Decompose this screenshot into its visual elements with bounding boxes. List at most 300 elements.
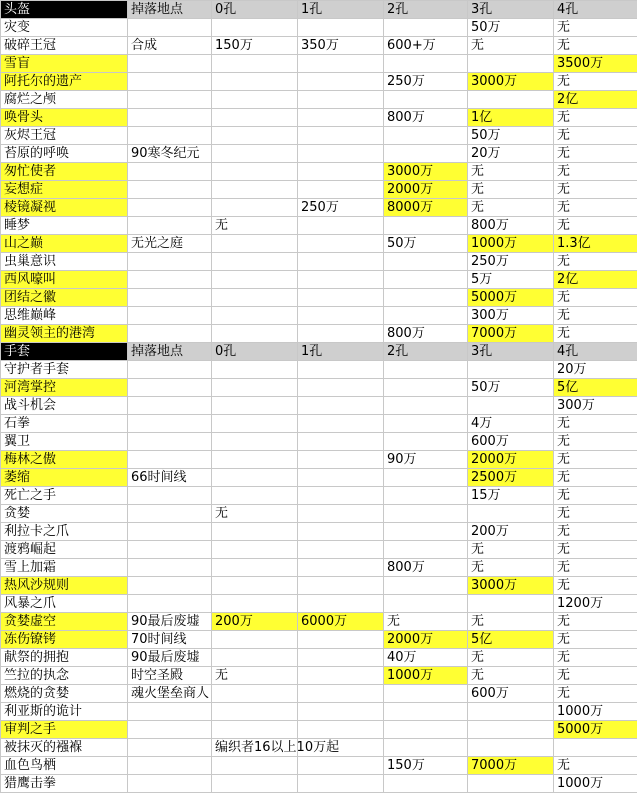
cell-socket-3 — [468, 703, 554, 721]
cell-socket-1 — [298, 91, 384, 109]
cell-socket-4: 无 — [554, 469, 637, 487]
cell-name: 妄想症 — [1, 181, 128, 199]
cell-name: 团结之徽 — [1, 289, 128, 307]
cell-socket-0 — [212, 757, 298, 775]
cell-socket-3: 5万 — [468, 271, 554, 289]
column-header-socket-2: 2孔 — [384, 343, 468, 361]
table-row — [1, 577, 637, 595]
table-row — [1, 451, 637, 469]
cell-drop-location — [128, 127, 212, 145]
cell-drop-location — [128, 433, 212, 451]
cell-name: 思维巅峰 — [1, 307, 128, 325]
cell-drop-location — [128, 325, 212, 343]
cell-socket-0: 无 — [212, 217, 298, 235]
table-row — [1, 469, 637, 487]
section-header-row — [1, 343, 637, 361]
cell-socket-4: 1.3亿 — [554, 235, 637, 253]
cell-socket-1 — [298, 271, 384, 289]
table-row — [1, 235, 637, 253]
cell-drop-location: 90最后废墟 — [128, 649, 212, 667]
table-row — [1, 505, 637, 523]
cell-socket-2 — [384, 505, 468, 523]
cell-socket-1 — [298, 163, 384, 181]
cell-socket-3 — [468, 505, 554, 523]
cell-socket-3: 7000万 — [468, 325, 554, 343]
cell-drop-location: 魂火堡垒商人 — [128, 685, 212, 703]
cell-name: 竺拉的执念 — [1, 667, 128, 685]
cell-socket-2 — [384, 217, 468, 235]
cell-socket-2 — [384, 271, 468, 289]
cell-socket-0 — [212, 523, 298, 541]
cell-socket-0: 无 — [212, 667, 298, 685]
cell-socket-4: 无 — [554, 163, 637, 181]
cell-socket-1 — [298, 127, 384, 145]
column-header-socket-4: 4孔 — [554, 1, 637, 19]
cell-socket-0 — [212, 649, 298, 667]
cell-socket-1 — [298, 235, 384, 253]
cell-socket-3: 无 — [468, 199, 554, 217]
table-row — [1, 541, 637, 559]
cell-drop-location — [128, 379, 212, 397]
cell-socket-1 — [298, 73, 384, 91]
cell-name: 死亡之手 — [1, 487, 128, 505]
cell-socket-0 — [212, 109, 298, 127]
cell-socket-1 — [298, 667, 384, 685]
cell-drop-location — [128, 721, 212, 739]
cell-socket-2 — [384, 289, 468, 307]
cell-drop-location: 无光之庭 — [128, 235, 212, 253]
cell-name: 守护者手套 — [1, 361, 128, 379]
cell-socket-0 — [212, 361, 298, 379]
cell-socket-2: 2000万 — [384, 631, 468, 649]
cell-socket-4: 无 — [554, 757, 637, 775]
cell-socket-4: 1000万 — [554, 775, 637, 793]
cell-socket-4: 无 — [554, 127, 637, 145]
cell-drop-location — [128, 181, 212, 199]
cell-name: 灰烬王冠 — [1, 127, 128, 145]
table-row — [1, 595, 637, 613]
cell-socket-4: 无 — [554, 541, 637, 559]
cell-socket-4: 无 — [554, 325, 637, 343]
cell-socket-0 — [212, 379, 298, 397]
table-row — [1, 73, 637, 91]
cell-socket-4: 无 — [554, 523, 637, 541]
cell-name: 血色鸟栖 — [1, 757, 128, 775]
cell-socket-1 — [298, 577, 384, 595]
cell-name: 河湾掌控 — [1, 379, 128, 397]
cell-drop-location — [128, 523, 212, 541]
cell-name: 雪盲 — [1, 55, 128, 73]
cell-socket-4: 无 — [554, 487, 637, 505]
cell-drop-location: 70时间线 — [128, 631, 212, 649]
cell-socket-3: 1亿 — [468, 109, 554, 127]
cell-socket-2 — [384, 703, 468, 721]
cell-name: 翼卫 — [1, 433, 128, 451]
cell-drop-location — [128, 559, 212, 577]
cell-socket-2: 50万 — [384, 235, 468, 253]
cell-socket-2 — [384, 487, 468, 505]
cell-socket-0 — [212, 451, 298, 469]
cell-socket-1: 250万 — [298, 199, 384, 217]
cell-socket-3: 800万 — [468, 217, 554, 235]
cell-socket-2: 40万 — [384, 649, 468, 667]
cell-socket-0 — [212, 469, 298, 487]
column-header-socket-4: 4孔 — [554, 343, 637, 361]
cell-socket-1 — [298, 379, 384, 397]
cell-socket-4: 5亿 — [554, 379, 637, 397]
cell-name: 唤骨头 — [1, 109, 128, 127]
cell-socket-2 — [384, 145, 468, 163]
cell-socket-2: 8000万 — [384, 199, 468, 217]
cell-name: 破碎王冠 — [1, 37, 128, 55]
cell-name: 梅林之傲 — [1, 451, 128, 469]
cell-socket-3: 1000万 — [468, 235, 554, 253]
cell-name: 西风嚎叫 — [1, 271, 128, 289]
cell-socket-4: 无 — [554, 613, 637, 631]
cell-socket-2: 800万 — [384, 325, 468, 343]
cell-socket-1 — [298, 433, 384, 451]
cell-socket-4: 无 — [554, 19, 637, 37]
cell-socket-2 — [384, 127, 468, 145]
cell-socket-0 — [212, 325, 298, 343]
cell-socket-3 — [468, 721, 554, 739]
cell-drop-location — [128, 91, 212, 109]
cell-socket-3 — [468, 55, 554, 73]
cell-socket-4: 无 — [554, 307, 637, 325]
cell-drop-location — [128, 289, 212, 307]
cell-socket-0 — [212, 577, 298, 595]
cell-name: 审判之手 — [1, 721, 128, 739]
table-row — [1, 433, 637, 451]
cell-socket-4: 无 — [554, 109, 637, 127]
cell-socket-2 — [384, 433, 468, 451]
cell-socket-1: 350万 — [298, 37, 384, 55]
table-row — [1, 667, 637, 685]
table-row — [1, 253, 637, 271]
cell-name: 匆忙使者 — [1, 163, 128, 181]
cell-socket-4 — [554, 739, 637, 757]
cell-socket-3: 5亿 — [468, 631, 554, 649]
cell-socket-3: 300万 — [468, 307, 554, 325]
cell-socket-0 — [212, 559, 298, 577]
cell-socket-4: 无 — [554, 415, 637, 433]
table-row — [1, 613, 637, 631]
column-header-socket-2: 2孔 — [384, 1, 468, 19]
cell-socket-2: 90万 — [384, 451, 468, 469]
cell-socket-1 — [298, 469, 384, 487]
cell-socket-2 — [384, 595, 468, 613]
cell-name: 虫巢意识 — [1, 253, 128, 271]
cell-socket-3: 600万 — [468, 433, 554, 451]
cell-socket-2: 800万 — [384, 109, 468, 127]
cell-drop-location — [128, 361, 212, 379]
cell-socket-2 — [384, 361, 468, 379]
cell-socket-2 — [384, 379, 468, 397]
cell-socket-4: 无 — [554, 289, 637, 307]
cell-drop-location: 90最后废墟 — [128, 613, 212, 631]
cell-socket-3 — [468, 595, 554, 613]
cell-name: 渡鸦崛起 — [1, 541, 128, 559]
column-header-socket-3: 3孔 — [468, 343, 554, 361]
cell-socket-1 — [298, 775, 384, 793]
cell-socket-1 — [298, 19, 384, 37]
table-row — [1, 307, 637, 325]
cell-socket-0: 200万 — [212, 613, 298, 631]
cell-name: 睡梦 — [1, 217, 128, 235]
column-header-drop-location: 掉落地点 — [128, 1, 212, 19]
cell-socket-1 — [298, 541, 384, 559]
cell-socket-1 — [298, 217, 384, 235]
cell-socket-1 — [298, 451, 384, 469]
table-row — [1, 19, 637, 37]
cell-socket-4: 无 — [554, 559, 637, 577]
cell-socket-1 — [298, 595, 384, 613]
table-row — [1, 127, 637, 145]
cell-socket-4: 2亿 — [554, 271, 637, 289]
table-row — [1, 379, 637, 397]
cell-name: 腐烂之颅 — [1, 91, 128, 109]
cell-socket-4: 无 — [554, 217, 637, 235]
cell-socket-0 — [212, 181, 298, 199]
cell-socket-0 — [212, 541, 298, 559]
cell-socket-3: 3000万 — [468, 577, 554, 595]
table-row — [1, 271, 637, 289]
cell-name: 战斗机会 — [1, 397, 128, 415]
cell-drop-location — [128, 307, 212, 325]
cell-socket-4: 无 — [554, 451, 637, 469]
cell-socket-0 — [212, 685, 298, 703]
cell-socket-0 — [212, 703, 298, 721]
cell-socket-3: 无 — [468, 649, 554, 667]
cell-socket-1 — [298, 703, 384, 721]
cell-name: 棱镜凝视 — [1, 199, 128, 217]
cell-socket-2: 2000万 — [384, 181, 468, 199]
cell-socket-3: 无 — [468, 181, 554, 199]
cell-socket-3: 15万 — [468, 487, 554, 505]
cell-socket-1 — [298, 631, 384, 649]
cell-socket-2 — [384, 523, 468, 541]
cell-socket-0 — [212, 91, 298, 109]
cell-name: 阿托尔的遗产 — [1, 73, 128, 91]
cell-name: 苔原的呼唤 — [1, 145, 128, 163]
cell-socket-2 — [384, 721, 468, 739]
cell-name: 献祭的拥抱 — [1, 649, 128, 667]
cell-socket-2: 800万 — [384, 559, 468, 577]
cell-name: 雪上加霜 — [1, 559, 128, 577]
cell-socket-2 — [384, 91, 468, 109]
cell-socket-2 — [384, 55, 468, 73]
cell-socket-3: 5000万 — [468, 289, 554, 307]
cell-socket-1 — [298, 361, 384, 379]
cell-drop-location — [128, 163, 212, 181]
cell-socket-3: 200万 — [468, 523, 554, 541]
cell-socket-0 — [212, 235, 298, 253]
cell-drop-location: 66时间线 — [128, 469, 212, 487]
cell-socket-4: 3500万 — [554, 55, 637, 73]
cell-socket-3: 600万 — [468, 685, 554, 703]
cell-socket-1: 6000万 — [298, 613, 384, 631]
cell-socket-0 — [212, 721, 298, 739]
column-header-socket-1: 1孔 — [298, 1, 384, 19]
cell-socket-4: 无 — [554, 667, 637, 685]
table-row — [1, 145, 637, 163]
column-header-socket-1: 1孔 — [298, 343, 384, 361]
table-row — [1, 415, 637, 433]
cell-socket-1 — [298, 289, 384, 307]
cell-socket-3: 50万 — [468, 127, 554, 145]
cell-drop-location — [128, 757, 212, 775]
table-row — [1, 289, 637, 307]
section-header-row — [1, 1, 637, 19]
cell-name: 石拳 — [1, 415, 128, 433]
cell-drop-location: 合成 — [128, 37, 212, 55]
cell-drop-location — [128, 73, 212, 91]
table-row — [1, 775, 637, 793]
cell-drop-location — [128, 775, 212, 793]
table-row — [1, 487, 637, 505]
cell-name: 风暴之爪 — [1, 595, 128, 613]
cell-socket-2: 1000万 — [384, 667, 468, 685]
cell-socket-2 — [384, 307, 468, 325]
cell-drop-location — [128, 577, 212, 595]
section-title: 头盔 — [1, 1, 128, 19]
cell-socket-2: 3000万 — [384, 163, 468, 181]
column-header-socket-0: 0孔 — [212, 343, 298, 361]
cell-socket-3: 50万 — [468, 379, 554, 397]
table-row — [1, 685, 637, 703]
cell-drop-location — [128, 415, 212, 433]
cell-socket-0 — [212, 199, 298, 217]
table-row — [1, 397, 637, 415]
cell-socket-2 — [384, 739, 468, 757]
cell-name: 燃烧的贪婪 — [1, 685, 128, 703]
cell-socket-2 — [384, 19, 468, 37]
cell-socket-2: 600+万 — [384, 37, 468, 55]
cell-socket-0: 无 — [212, 505, 298, 523]
cell-socket-0 — [212, 55, 298, 73]
cell-socket-0 — [212, 433, 298, 451]
cell-socket-4: 1200万 — [554, 595, 637, 613]
cell-socket-0 — [212, 307, 298, 325]
cell-socket-0 — [212, 73, 298, 91]
cell-name: 热风沙规则 — [1, 577, 128, 595]
cell-drop-location — [128, 271, 212, 289]
cell-socket-0: 编织者16以上10万起 — [212, 739, 298, 757]
table-row — [1, 721, 637, 739]
cell-drop-location — [128, 451, 212, 469]
cell-socket-1 — [298, 487, 384, 505]
table-row — [1, 523, 637, 541]
table-row — [1, 757, 637, 775]
cell-socket-4: 无 — [554, 505, 637, 523]
cell-socket-3: 无 — [468, 559, 554, 577]
column-header-socket-0: 0孔 — [212, 1, 298, 19]
table-row — [1, 199, 637, 217]
cell-drop-location — [128, 487, 212, 505]
cell-socket-3: 3000万 — [468, 73, 554, 91]
cell-socket-1 — [298, 55, 384, 73]
cell-socket-1 — [298, 685, 384, 703]
table-row — [1, 163, 637, 181]
cell-socket-3: 无 — [468, 613, 554, 631]
cell-socket-4: 无 — [554, 433, 637, 451]
cell-drop-location: 时空圣殿 — [128, 667, 212, 685]
cell-socket-4: 无 — [554, 181, 637, 199]
cell-name: 贪婪虚空 — [1, 613, 128, 631]
cell-drop-location — [128, 109, 212, 127]
cell-socket-0 — [212, 145, 298, 163]
cell-socket-4: 无 — [554, 631, 637, 649]
cell-name: 幽灵领主的港湾 — [1, 325, 128, 343]
cell-socket-2 — [384, 775, 468, 793]
column-header-drop-location: 掉落地点 — [128, 343, 212, 361]
cell-socket-2 — [384, 469, 468, 487]
cell-name: 猎鹰击拳 — [1, 775, 128, 793]
cell-socket-3: 4万 — [468, 415, 554, 433]
cell-drop-location — [128, 253, 212, 271]
cell-socket-4: 1000万 — [554, 703, 637, 721]
cell-socket-4: 无 — [554, 37, 637, 55]
cell-socket-1 — [298, 757, 384, 775]
cell-drop-location — [128, 541, 212, 559]
cell-socket-3: 无 — [468, 37, 554, 55]
cell-socket-1 — [298, 523, 384, 541]
section-title: 手套 — [1, 343, 128, 361]
cell-socket-1 — [298, 397, 384, 415]
cell-drop-location — [128, 19, 212, 37]
cell-socket-2: 150万 — [384, 757, 468, 775]
cell-drop-location — [128, 55, 212, 73]
table-row — [1, 361, 637, 379]
cell-socket-4: 无 — [554, 253, 637, 271]
table-row — [1, 37, 637, 55]
cell-socket-4: 300万 — [554, 397, 637, 415]
cell-drop-location — [128, 703, 212, 721]
cell-socket-1 — [298, 253, 384, 271]
cell-socket-3 — [468, 91, 554, 109]
cell-socket-2: 250万 — [384, 73, 468, 91]
table-row — [1, 739, 637, 757]
cell-socket-4: 无 — [554, 73, 637, 91]
cell-socket-0 — [212, 127, 298, 145]
cell-name: 利拉卡之爪 — [1, 523, 128, 541]
cell-socket-1 — [298, 325, 384, 343]
cell-name: 被抹灭的襁褓 — [1, 739, 128, 757]
cell-socket-0 — [212, 163, 298, 181]
cell-socket-1 — [298, 145, 384, 163]
table-row — [1, 559, 637, 577]
cell-socket-0 — [212, 289, 298, 307]
table-body — [1, 1, 637, 793]
table-row — [1, 703, 637, 721]
cell-socket-0: 150万 — [212, 37, 298, 55]
cell-socket-1 — [298, 181, 384, 199]
cell-socket-2 — [384, 577, 468, 595]
table-row — [1, 649, 637, 667]
cell-socket-1 — [298, 307, 384, 325]
cell-socket-4: 无 — [554, 199, 637, 217]
cell-socket-1 — [298, 109, 384, 127]
cell-socket-0 — [212, 595, 298, 613]
cell-name: 萎缩 — [1, 469, 128, 487]
cell-drop-location — [128, 397, 212, 415]
cell-socket-2: 无 — [384, 613, 468, 631]
cell-drop-location — [128, 199, 212, 217]
cell-name: 冻伤镣铐 — [1, 631, 128, 649]
cell-drop-location — [128, 217, 212, 235]
cell-socket-1 — [298, 559, 384, 577]
cell-socket-1 — [298, 649, 384, 667]
